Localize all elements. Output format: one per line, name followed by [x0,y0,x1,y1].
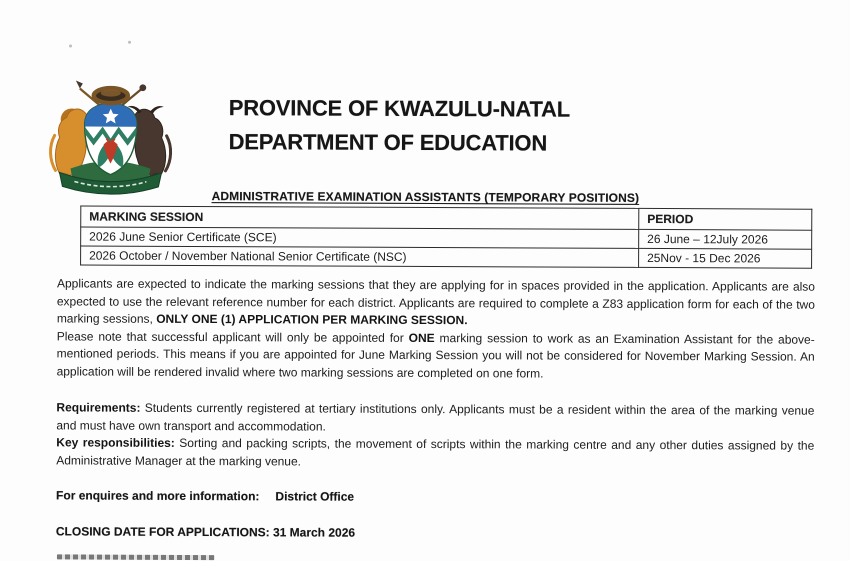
enquiries-line [56,488,354,503]
scan-speck-artifact [128,41,131,44]
requirements-line [56,399,814,437]
note-text-before: Please note that successful applicant will only be appointed for [56,328,409,345]
period-cell: 26 June – 12July 2026 [639,229,812,249]
department-title: DEPARTMENT OF EDUCATION [228,129,548,156]
session-cell: 2026 June Senior Certificate (SCE) [81,227,639,248]
headring-icon [94,88,128,103]
period-cell: 25Nov - 15 Dec 2026 [639,248,812,268]
notice-heading: ADMINISTRATIVE EXAMINATION ASSISTANTS (TEMPORARY POSITIONS) [211,189,640,205]
marking-sessions-table [80,205,812,268]
session-cell: 2026 October / November National Senior Certificate (NSC) [81,246,639,267]
table-header-marking-session: MARKING SESSION [81,206,639,229]
note-bold-one: ONE [408,330,435,345]
requirements-block [56,399,814,472]
letterhead-title [229,91,709,161]
enquiries-label: For enquires and more information: [56,488,260,504]
requirements-label: Requirements: [56,400,141,415]
notice-heading-wrap [0,186,850,208]
intro-paragraph [57,275,815,331]
requirements-text: Students currently registered at tertiary institutions only. Applicants must be a resident within the area of the marking venue and must have own transport and accommodation. [56,400,815,434]
key-responsibilities-line [56,434,814,472]
closing-date-line: CLOSING DATE FOR APPLICATIONS: 31 March 2026 [55,524,356,540]
kzn-coat-of-arms-logo [45,74,176,197]
intro-note-block [57,275,815,383]
note-text-after: marking session to work as an Examination Assistant for the above-mentioned periods. This means if you are appointed for June Marking Session you will not be considered for November Marking Session. An application will be rendered invalid where two marking sessions are completed on one form. [56,330,815,381]
scan-speck-artifact [69,44,72,47]
enquiries-value: District Office [275,489,355,504]
key-responsibilities-text: Sorting and packing scripts, the movement of scripts within the marking centre and any other duties assigned by the Administrative Manager at the marking venue. [56,435,815,468]
intro-text: Applicants are expected to indicate the marking sessions that they are applying for in spaces provided in the application. Applicants are also expected to use the relevant reference number for each district. Applicants are required to complete a Z83 application form for each of the two marking sessions, [56,276,816,326]
table-header-period: PERIOD [639,208,812,230]
table-row [81,246,812,268]
note-paragraph [57,328,815,384]
key-responsibilities-label: Key responsibilities: [56,435,175,450]
cutoff-line-artifact [57,554,215,560]
province-title: PROVINCE OF KWAZULU-NATAL [228,95,571,122]
intro-bold-text: ONLY ONE (1) APPLICATION PER MARKING SESSION. [156,311,468,328]
